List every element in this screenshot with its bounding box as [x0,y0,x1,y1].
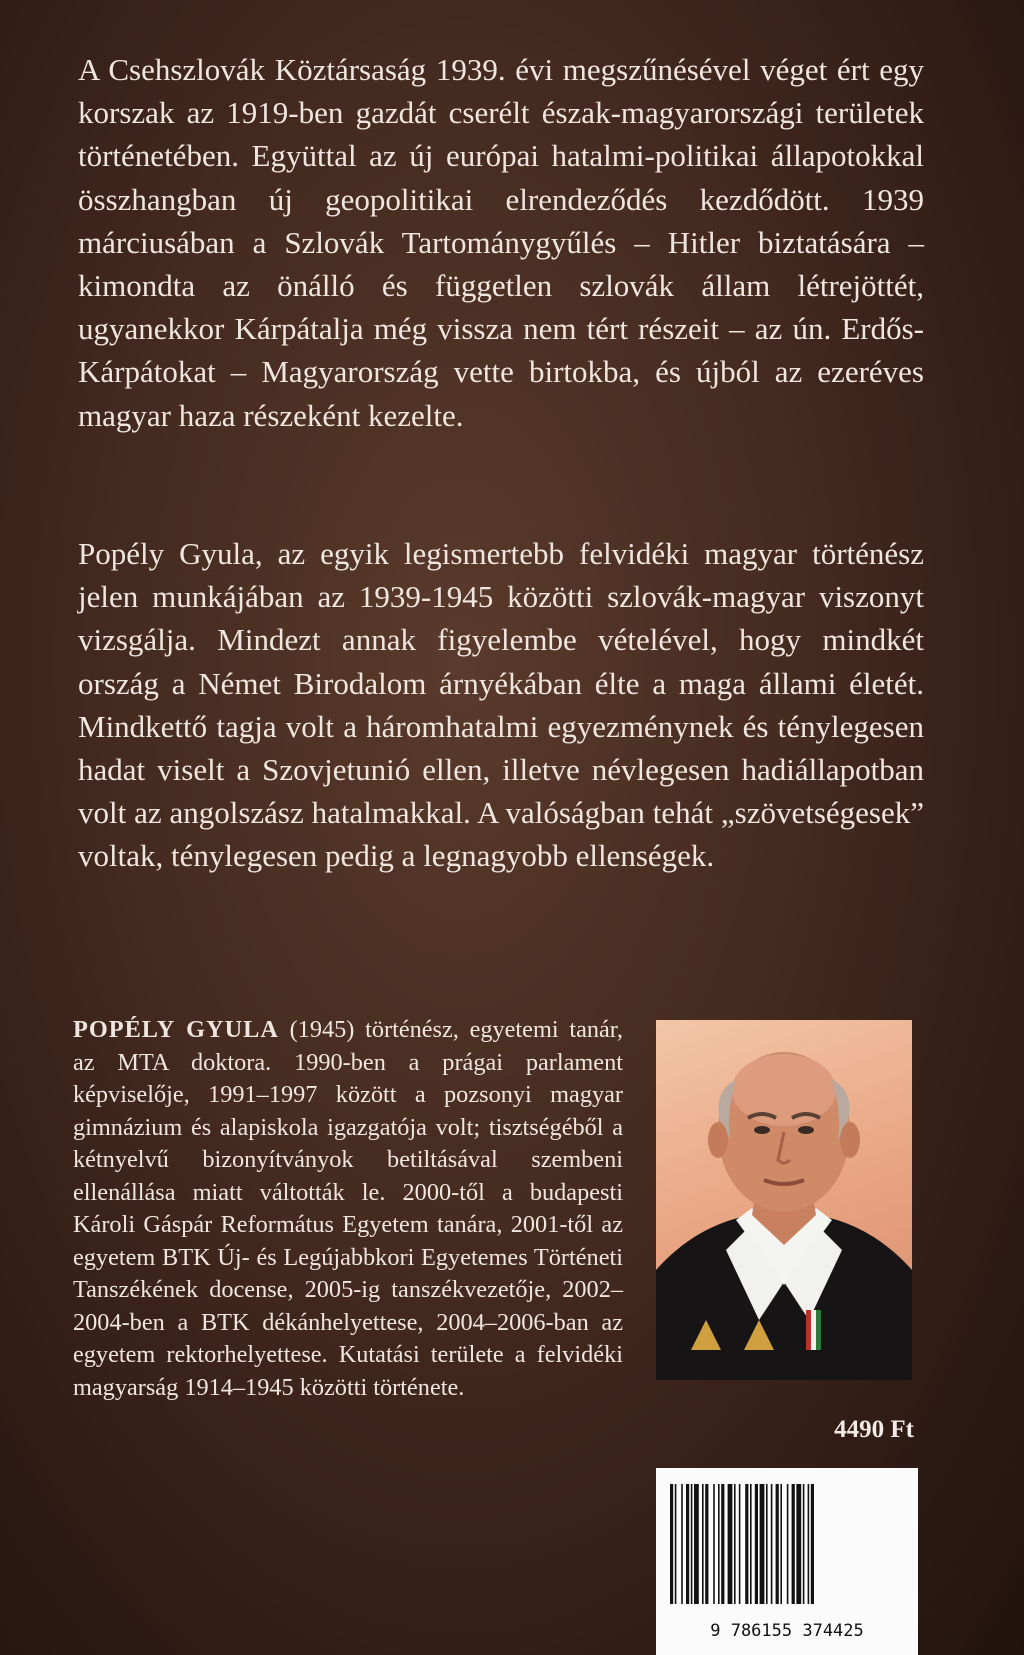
author-photo [656,1020,912,1380]
barcode-bar [750,1484,752,1604]
blurb-paragraph-2: Popély Gyula, az egyik legismertebb felvidéki magyar történész jelen munkájában az 1939-1945 közötti szlovák-magyar viszonyt vizsgálja. Mindezt annak figyelembe vételével, hogy mindkét ország a Német Birodalom árnyékában élte a maga állami életét. Mindkettő tagja volt a háromhatalmi egyezménynek és ténylegesen hadat viselt a Szovjetunió ellen, illetve névlegesen hadiállapotban volt az angolszász hatalmakkal. A valóságban tehát „szövetségesek” voltak, ténylegesen pedig a legnagyobb ellenségek. [78,536,924,874]
barcode-bar [745,1484,748,1604]
barcode-bar [702,1484,704,1604]
barcode-bar [681,1484,683,1604]
barcode [656,1468,918,1655]
barcode-bar [780,1484,782,1604]
barcode-bar [771,1484,773,1604]
isbn-number: 9 786155 374425 [710,1621,864,1641]
barcode-bar [760,1484,765,1604]
barcode-bar [713,1484,715,1604]
author-name: POPÉLY GYULA [73,1016,279,1043]
barcode-bar [670,1484,673,1604]
barcode-bar [686,1484,689,1604]
author-bio [73,1014,623,1404]
barcode-bar [705,1484,708,1604]
barcode-bar [792,1484,795,1604]
barcode-bar [811,1484,814,1604]
barcode-bar [787,1484,789,1604]
barcode-bar [755,1484,758,1604]
barcode-bars [656,1468,918,1618]
barcode-bar [796,1484,801,1604]
blurb-paragraph-1: A Csehszlovák Köztársaság 1939. évi megszűnésével véget ért egy korszak az 1919-ben gazdát cserélt észak-magyarországi területek történetében. Együttal az új európai hatalmi-politikai állapotokkal összhangban új geopolitikai elrendeződés kezdődött. 1939 márciusában a Szlovák Tartománygyűlés – Hitler biztatására – kimondta az önálló és független szlovák állam létrejöttét, ugyanekkor Kárpátalja még vissza nem tért részeit – az ún. Erdős-Kárpátokat – Magyarország vette birtokba, és újból az ezeréves magyar haza részeként kezelte. [78,52,924,433]
author-bio-text: (1945) történész, egyetemi tanár, az MTA doktora. 1990-ben a prágai parlament képviselője, 1991–1997 között a pozsonyi magyar gimnázium és alapiskola igazgatója volt; tisztségéből a kétnyelvű bizonyítványok betiltásával szembeni ellenállása miatt váltották le. 2000-től a budapesti Károli Gáspár Református Egyetem tanára, 2001-től az egyetem BTK Új- és Legújabbkori Egyetemes Történeti Tanszékének docense, 2005-ig tanszékvezetője, 2002–2004-ben a BTK dékánhelyettese, 2004–2006-ban az egyetem rektorhelyettese. Kutatási területe a felvidéki magyarság 1914–1945 közötti története. [73,1016,623,1401]
price-label: 4490 Ft [834,1416,914,1443]
barcode-bar [803,1484,805,1604]
barcode-bar [766,1484,768,1604]
barcode-bar [739,1484,741,1604]
author-portrait-illustration [656,1020,912,1380]
barcode-bar [776,1484,779,1604]
barcode-bar [728,1484,733,1604]
barcode-bar [721,1484,724,1604]
barcode-bar [691,1484,693,1604]
barcode-bar [808,1484,810,1604]
barcode-bar [675,1484,677,1604]
barcode-bar [718,1484,720,1604]
barcode-bar [734,1484,736,1604]
barcode-bar [694,1484,699,1604]
